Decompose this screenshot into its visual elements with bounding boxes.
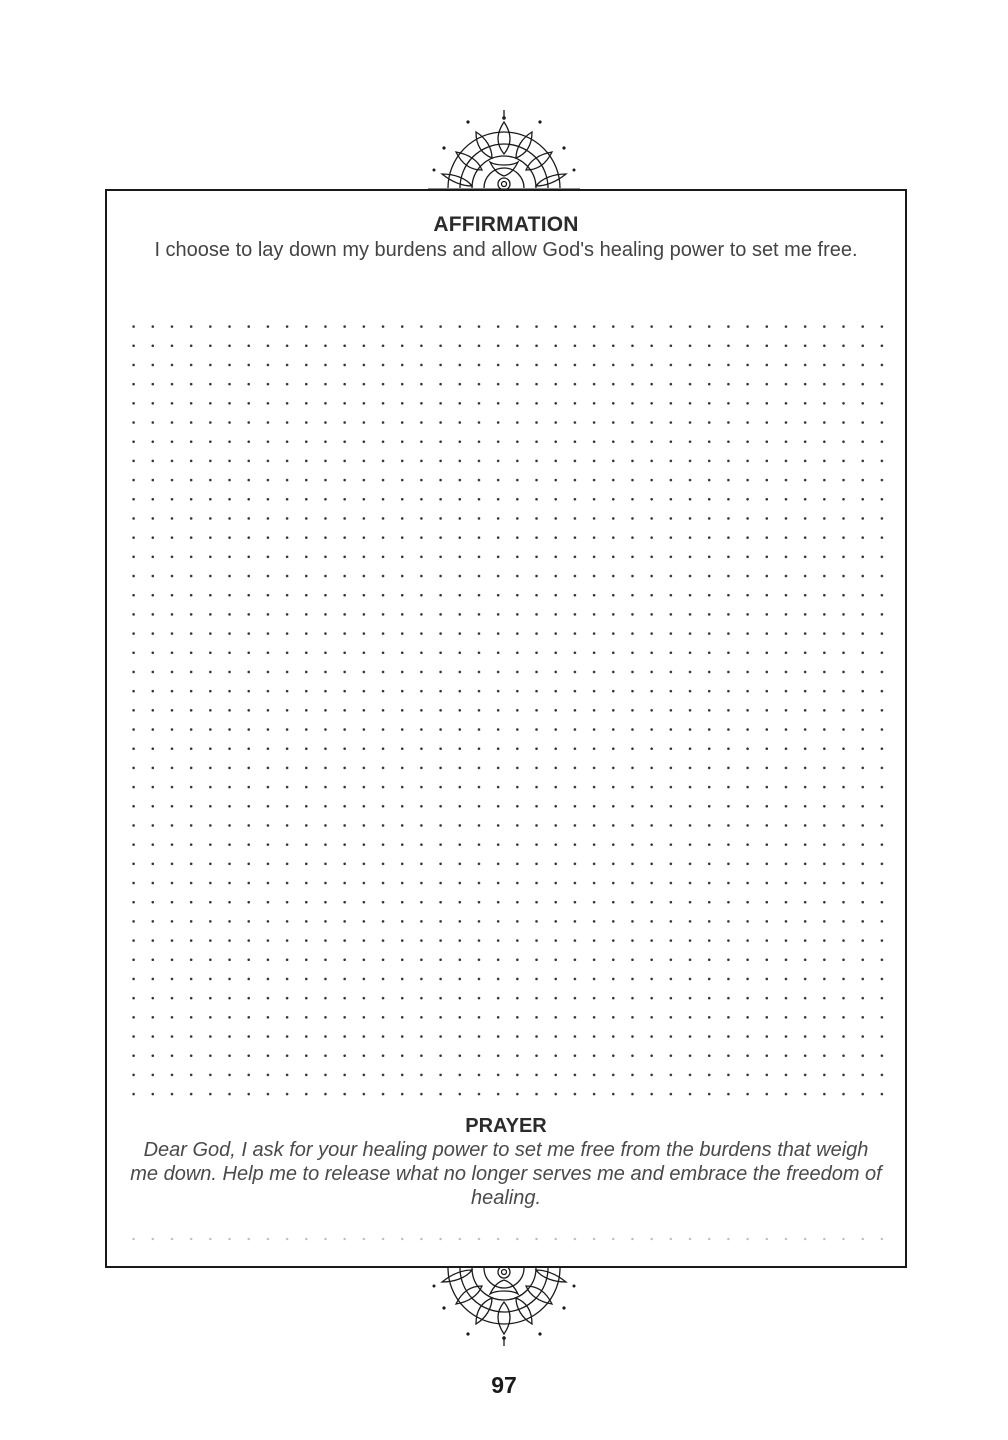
prayer-title: PRAYER [465, 1115, 547, 1137]
affirmation-title: AFFIRMATION [433, 213, 579, 236]
dot-grid-writing-area[interactable] [117, 309, 897, 1109]
page-number: 97 [491, 1372, 517, 1398]
journal-frame [105, 189, 907, 1268]
mandala-top-icon [428, 108, 580, 190]
affirmation-text: I choose to lay down my burdens and allow God's healing power to set me free. [154, 239, 858, 261]
prayer-text: Dear God, I ask for your healing power to set me free from the burdens that weigh me down. Help me to release what no longer serves me and embrace the freedom of healing. [130, 1139, 882, 1209]
light-dot-row [117, 1227, 897, 1247]
mandala-bottom-icon [428, 1266, 580, 1348]
